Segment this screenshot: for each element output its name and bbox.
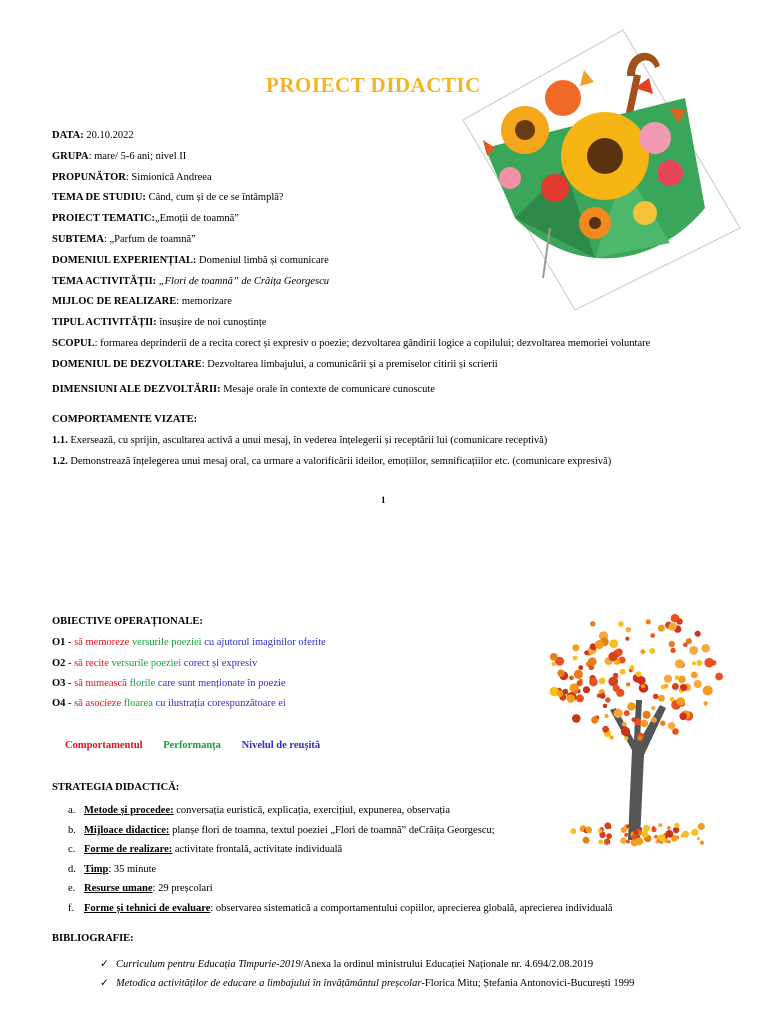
- objective-separator: -: [65, 637, 75, 648]
- objective-code: O1: [52, 637, 66, 648]
- field-value: însușire de noi cunoștințe: [156, 317, 267, 329]
- objective-item: [52, 678, 286, 689]
- behavior-item: [52, 435, 547, 446]
- fallen-leaf-dot: [643, 825, 650, 832]
- behavior-number: 1.1.: [52, 435, 68, 446]
- fallen-leaf-dot: [624, 833, 628, 837]
- field-data: [52, 126, 752, 147]
- field-label: DATA:: [52, 130, 84, 141]
- leaf-dot: [664, 684, 669, 689]
- bibliography-details: /Anexa la ordinul ministrului Educației Naționale nr. 4.694/2.08.2019: [300, 959, 594, 970]
- project-fields: [52, 126, 752, 400]
- document-title: PROIECT DIDACTIC: [266, 73, 481, 97]
- leaf-dot: [603, 704, 607, 708]
- leaf-dot: [686, 638, 692, 644]
- fallen-leaf-dot: [667, 826, 671, 830]
- leaf-dot: [640, 649, 645, 654]
- fallen-leaf-dot: [626, 840, 630, 844]
- leaf-dot: [630, 665, 635, 670]
- leaf-dot: [588, 657, 597, 666]
- leaf-dot: [584, 651, 589, 656]
- leaf-dot: [689, 646, 698, 655]
- leaf-dot: [675, 659, 684, 668]
- field-label: TEMA DE STUDIU:: [52, 192, 146, 204]
- strategy-label: Forme de realizare:: [84, 844, 173, 855]
- field-value: : mare/ 5-6 ani; nivel II: [88, 150, 187, 162]
- fallen-leaf-dot: [697, 837, 700, 840]
- leaf-dot: [618, 621, 624, 627]
- objectives-heading: OBIECTIVE OPERAȚIONALE:: [52, 616, 203, 627]
- leaf-dot: [576, 694, 584, 702]
- field-label: GRUPA: [52, 150, 89, 162]
- leaf-dot: [696, 660, 702, 666]
- leaf-dot: [703, 686, 713, 696]
- field-dimensiuni: [52, 380, 752, 401]
- leaf-dot: [679, 713, 687, 721]
- leaf-dot: [711, 660, 716, 665]
- leaf-dot: [692, 661, 696, 665]
- leaf-dot: [715, 673, 723, 681]
- fallen-leaf-dot: [626, 824, 630, 828]
- fallen-leaf-dot: [652, 826, 655, 829]
- field-tema-studiu: [52, 188, 752, 209]
- objective-behavior: să numească: [74, 678, 127, 689]
- strategy-value: activitate frontală, activitate individuală: [172, 844, 343, 855]
- field-propunator: [52, 168, 752, 189]
- leaf-dot: [651, 706, 655, 710]
- objective-behavior: să asocieze: [74, 698, 122, 709]
- objective-code: O4: [52, 698, 66, 709]
- leaf-dot: [631, 717, 636, 722]
- leaf-dot: [578, 665, 583, 670]
- field-label: TEMA ACTIVITĂȚII:: [52, 275, 157, 287]
- leaf-dot: [595, 640, 604, 649]
- strategy-label: Resurse umane: [84, 883, 153, 894]
- strategy-letter: c.: [68, 844, 76, 855]
- leaf-dot: [574, 690, 578, 694]
- leaf-dot: [583, 686, 590, 693]
- field-tema-activitatii: [52, 272, 752, 293]
- leaf-dot: [550, 653, 558, 661]
- strategy-value: : 29 preșcolari: [152, 883, 213, 894]
- field-value: : Dezvoltarea limbajului, a comunicării și a premiselor citirii și scrierii: [201, 358, 498, 370]
- objective-code: O2: [52, 658, 66, 669]
- leaf-dot: [557, 690, 564, 697]
- fallen-leaf-dot: [666, 830, 674, 838]
- fallen-leaf-dot: [635, 837, 643, 845]
- fallen-leaf-dot: [639, 827, 643, 831]
- objective-success-level: cu ajutorul imaginilor oferite: [201, 637, 326, 648]
- field-label: PROIECT TEMATIC:: [52, 213, 155, 225]
- leaf-dot: [557, 670, 564, 677]
- leaf-dot: [658, 625, 665, 632]
- strategy-value: : observarea sistematică a comportamentului copiilor, aprecierea globală, aprecierea individuală: [210, 902, 613, 914]
- objective-performance: versurile poeziei: [129, 637, 202, 648]
- leaf-dot: [691, 672, 698, 679]
- leaf-dot: [616, 689, 624, 697]
- checkmark-icon: ✓: [100, 978, 109, 989]
- fallen-leaf-dot: [691, 829, 698, 836]
- objective-behavior: să memoreze: [74, 637, 130, 648]
- strategy-item: [68, 860, 613, 880]
- leaf-dot: [573, 656, 578, 661]
- leaf-dot: [668, 722, 675, 729]
- leaf-dot: [624, 736, 628, 740]
- objective-performance: floarea: [121, 698, 153, 709]
- field-tipul-activitatii: [52, 313, 752, 334]
- fallen-leaf-dot: [700, 841, 704, 845]
- field-value: Mesaje orale în contexte de comunicare cunoscute: [220, 383, 435, 395]
- objective-behavior: să recite: [74, 658, 109, 669]
- field-value: : „Parfum de toamnă”: [103, 233, 196, 245]
- leaf-dot: [622, 722, 627, 727]
- leaf-dot: [602, 726, 609, 733]
- bibliography-title: Curriculum pentru Educația Timpurie-2019: [116, 959, 301, 970]
- strategy-label: Forme și tehnici de evaluare: [84, 902, 211, 914]
- strategy-item: [68, 879, 613, 899]
- leaf-dot: [625, 637, 629, 641]
- bibliography-heading: BIBLIOGRAFIE:: [52, 933, 134, 944]
- strategy-label: Metode și procedee:: [84, 805, 174, 816]
- behavior-number: 1.2.: [52, 456, 68, 467]
- leaf-dot: [670, 697, 675, 702]
- fallen-leaf-dot: [668, 840, 671, 843]
- field-value: 20.10.2022: [83, 130, 134, 141]
- leaf-dot: [551, 662, 556, 667]
- field-label: SUBTEMA: [52, 233, 104, 245]
- field-domeniul-experiential: [52, 251, 752, 272]
- leaf-dot: [675, 675, 680, 680]
- bibliography-item: [100, 958, 593, 970]
- leaf-dot: [676, 697, 685, 706]
- leaf-dot: [624, 710, 630, 716]
- leaf-dot: [620, 669, 626, 675]
- fallen-leaf-dot: [632, 834, 638, 840]
- field-label: DOMENIUL EXPERIENȚIAL:: [52, 254, 197, 266]
- objective-performance: versurile poeziei: [108, 658, 182, 669]
- leaf-dot: [574, 670, 583, 679]
- fallen-leaf-dot: [658, 823, 662, 827]
- fallen-leaf-dot: [681, 834, 684, 837]
- strategy-letter: d.: [68, 863, 76, 875]
- bibliography-item: [100, 977, 634, 989]
- behaviors-heading: COMPORTAMENTE VIZATE:: [52, 414, 198, 425]
- objective-separator: -: [65, 658, 75, 669]
- fallen-leaf-dot: [658, 834, 666, 842]
- leaf-dot: [694, 680, 702, 688]
- bibliography-details: -Florica Mitu; Ștefania Antonovici-București 1999: [421, 978, 635, 989]
- leaf-dot: [609, 639, 618, 648]
- strategy-item: [68, 899, 613, 919]
- leaf-dot: [637, 736, 642, 741]
- field-scopul: [52, 334, 752, 355]
- leaf-dot: [590, 621, 595, 626]
- leaf-dot: [660, 721, 665, 726]
- leaf-dot: [658, 695, 665, 702]
- strategy-value: conversația euristică, explicația, exercițiul, expunerea, observația: [173, 805, 450, 816]
- leaf-dot: [650, 633, 655, 638]
- leaf-dot: [600, 693, 606, 699]
- field-value: : formarea deprinderii de a recita corect și expresiv o poezie; dezvoltarea gândirii logice a copilului; dezvoltarea memoriei voluntare: [94, 337, 651, 349]
- legend-success-level: Nivelul de reușită: [241, 740, 321, 751]
- field-label: DIMENSIUNI ALE DEZVOLTĂRII:: [52, 383, 221, 395]
- fallen-leaf-dot: [674, 823, 679, 828]
- leaf-dot: [562, 689, 568, 695]
- field-label: MIJLOC DE REALIZARE: [52, 296, 177, 308]
- leaf-dot: [569, 676, 574, 681]
- objective-item: [52, 637, 326, 648]
- strategy-list: [68, 801, 613, 918]
- fallen-leaf-dot: [620, 837, 627, 844]
- leaf-dot: [680, 684, 686, 690]
- leaf-dot: [636, 671, 642, 677]
- strategy-item: [68, 840, 613, 860]
- leaf-dot: [670, 648, 675, 653]
- objective-success-level: corect și expresiv: [181, 658, 258, 669]
- leaf-dot: [703, 701, 707, 705]
- leaf-dot: [649, 648, 655, 654]
- page-number: 1: [381, 495, 386, 505]
- leaf-dot: [614, 709, 623, 718]
- strategy-letter: b.: [68, 824, 76, 836]
- leaf-dot: [572, 714, 581, 723]
- field-value: Când, cum și de ce se întâmplă?: [145, 192, 284, 204]
- strategy-value: planșe flori de toamna, textul poeziei „Flori de toamnă” deCrăița Georgescu;: [169, 824, 495, 836]
- leaf-dot: [589, 678, 598, 687]
- strategy-item: [68, 801, 613, 821]
- field-value: : memorizare: [176, 296, 232, 308]
- leaf-dot: [627, 702, 635, 710]
- leaf-dot: [646, 619, 651, 624]
- leaf-dot: [678, 676, 686, 684]
- field-value: „Emoții de toamnă”: [154, 213, 239, 225]
- field-subtema: [52, 230, 752, 251]
- fallen-leaf-dot: [655, 840, 658, 843]
- leaf-dot: [672, 728, 679, 735]
- objective-performance: florile: [126, 678, 156, 689]
- checkmark-icon: ✓: [100, 959, 109, 970]
- strategy-letter: e.: [68, 883, 76, 894]
- field-label: DOMENIUL DE DEZVOLTARE: [52, 358, 202, 370]
- leaf-dot: [604, 714, 608, 718]
- objective-separator: -: [65, 678, 75, 689]
- objective-success-level: care sunt menționate în poezie: [155, 678, 286, 689]
- objective-item: [52, 698, 286, 709]
- strategy-value: : 35 minute: [108, 863, 157, 875]
- strategy-letter: f.: [68, 902, 75, 914]
- strategy-label: Mijloace didactice:: [84, 824, 170, 836]
- leaf-dot: [626, 627, 631, 632]
- behavior-text: Demonstrează înțelegerea unui mesaj oral, ca urmare a valorificării ideilor, emoțiilor, semnificațiilor etc. (comunicare expresivă): [67, 456, 612, 467]
- leaf-dot: [626, 682, 630, 686]
- field-value: : Simionică Andreea: [125, 171, 212, 183]
- leaf-dot: [605, 697, 610, 702]
- objective-separator: -: [65, 698, 75, 709]
- leaf-dot: [591, 716, 598, 723]
- leaf-dot: [651, 717, 657, 723]
- leaf-dot: [641, 720, 649, 728]
- leaf-dot: [695, 631, 701, 637]
- strategy-heading: STRATEGIA DIDACTICĂ:: [52, 782, 180, 793]
- legend-behavior: Comportamentul: [65, 740, 143, 751]
- fallen-leaf-dot: [700, 826, 704, 830]
- leaf-dot: [577, 680, 583, 686]
- leaf-dot: [653, 694, 659, 700]
- fallen-leaf-dot: [641, 831, 648, 838]
- leaf-dot: [637, 676, 645, 684]
- leaf-dot: [664, 675, 672, 683]
- field-label: TIPUL ACTIVITĂȚII:: [52, 317, 157, 329]
- leaf-dot: [672, 683, 679, 690]
- leaf-dot: [599, 678, 606, 685]
- fallen-leaf-dot: [654, 835, 658, 839]
- leaf-dot: [702, 644, 710, 652]
- strategy-letter: a.: [68, 805, 76, 816]
- leaf-dot: [567, 694, 576, 703]
- leaf-dot: [643, 711, 651, 719]
- behavior-text: Exersează, cu sprijin, ascultarea activă a unui mesaj, în vederea înțelegerii și receptării lui (comunicare receptivă): [67, 435, 548, 446]
- field-grupa: [52, 147, 752, 168]
- leaf-dot: [669, 641, 675, 647]
- field-mijloc-realizare: [52, 292, 752, 313]
- field-value: „Flori de toamnă” de Crăița Georgescu: [156, 275, 330, 287]
- field-value: Domeniul limbă și comunicare: [196, 254, 329, 266]
- behavior-item: [52, 456, 611, 467]
- field-label: PROPUNĂTOR: [52, 171, 126, 183]
- objective-code: O3: [52, 678, 66, 689]
- leaf-dot: [572, 644, 579, 651]
- field-domeniul-dezvoltare: [52, 355, 752, 376]
- color-legend: [65, 740, 338, 751]
- objective-item: [52, 658, 257, 669]
- leaf-dot: [610, 735, 614, 739]
- leaf-dot: [668, 623, 676, 631]
- field-proiect-tematic: [52, 209, 752, 230]
- legend-performance: Performanța: [163, 740, 221, 751]
- strategy-label: Timp: [84, 863, 109, 875]
- field-label: SCOPUL: [52, 337, 95, 349]
- bibliography-title: Metodica activităților de educare a limbajului în învățământul preșcolar: [116, 978, 422, 989]
- leaf-dot: [621, 727, 630, 736]
- leaf-dot: [608, 652, 617, 661]
- strategy-item: [68, 821, 613, 841]
- objective-success-level: cu ilustrația corespunzătoare ei: [152, 698, 286, 709]
- leaf-dot: [676, 618, 682, 624]
